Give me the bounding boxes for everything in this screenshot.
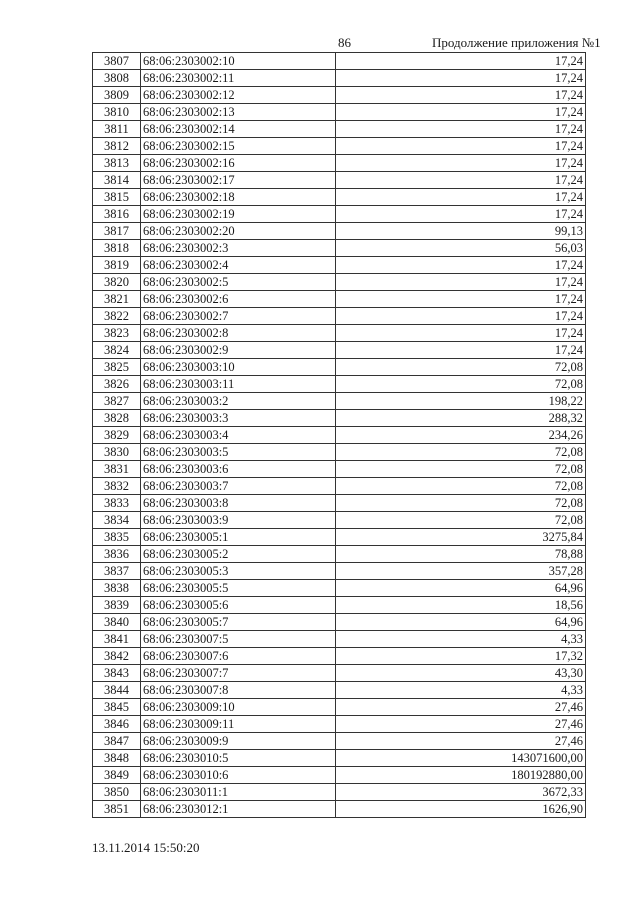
value-cell: 143071600,00 [336, 750, 586, 767]
cadastral-number-cell: 68:06:2303002:7 [141, 308, 336, 325]
table-row [93, 546, 586, 563]
value-cell: 17,24 [336, 155, 586, 172]
table-row [93, 342, 586, 359]
row-number-cell: 3832 [93, 478, 141, 495]
value-cell: 17,24 [336, 189, 586, 206]
value-cell: 72,08 [336, 495, 586, 512]
row-number-cell: 3843 [93, 665, 141, 682]
table-row [93, 274, 586, 291]
table-row [93, 733, 586, 750]
cadastral-number-cell: 68:06:2303005:7 [141, 614, 336, 631]
value-cell: 17,24 [336, 121, 586, 138]
row-number-cell: 3837 [93, 563, 141, 580]
cadastral-number-cell: 68:06:2303002:16 [141, 155, 336, 172]
value-cell: 17,24 [336, 138, 586, 155]
table-row [93, 495, 586, 512]
value-cell: 17,24 [336, 172, 586, 189]
value-cell: 18,56 [336, 597, 586, 614]
value-cell: 72,08 [336, 376, 586, 393]
table-row [93, 716, 586, 733]
value-cell: 72,08 [336, 478, 586, 495]
table-row [93, 648, 586, 665]
cadastral-number-cell: 68:06:2303003:7 [141, 478, 336, 495]
cadastral-number-cell: 68:06:2303002:5 [141, 274, 336, 291]
table-row [93, 121, 586, 138]
cadastral-number-cell: 68:06:2303002:6 [141, 291, 336, 308]
table-row [93, 325, 586, 342]
value-cell: 17,24 [336, 53, 586, 70]
value-cell: 17,24 [336, 70, 586, 87]
row-number-cell: 3850 [93, 784, 141, 801]
row-number-cell: 3826 [93, 376, 141, 393]
row-number-cell: 3839 [93, 597, 141, 614]
cadastral-number-cell: 68:06:2303007:5 [141, 631, 336, 648]
table-row [93, 444, 586, 461]
value-cell: 56,03 [336, 240, 586, 257]
cadastral-number-cell: 68:06:2303009:9 [141, 733, 336, 750]
row-number-cell: 3819 [93, 257, 141, 274]
value-cell: 3275,84 [336, 529, 586, 546]
table-row [93, 206, 586, 223]
cadastral-number-cell: 68:06:2303002:17 [141, 172, 336, 189]
value-cell: 17,32 [336, 648, 586, 665]
cadastral-number-cell: 68:06:2303002:11 [141, 70, 336, 87]
row-number-cell: 3833 [93, 495, 141, 512]
value-cell: 198,22 [336, 393, 586, 410]
row-number-cell: 3848 [93, 750, 141, 767]
cadastral-number-cell: 68:06:2303003:10 [141, 359, 336, 376]
value-cell: 17,24 [336, 87, 586, 104]
cadastral-number-cell: 68:06:2303002:12 [141, 87, 336, 104]
value-cell: 17,24 [336, 291, 586, 308]
value-cell: 1626,90 [336, 801, 586, 818]
cadastral-number-cell: 68:06:2303002:14 [141, 121, 336, 138]
row-number-cell: 3829 [93, 427, 141, 444]
value-cell: 27,46 [336, 699, 586, 716]
row-number-cell: 3816 [93, 206, 141, 223]
value-cell: 72,08 [336, 359, 586, 376]
cadastral-number-cell: 68:06:2303003:3 [141, 410, 336, 427]
row-number-cell: 3825 [93, 359, 141, 376]
table-row [93, 563, 586, 580]
value-cell: 72,08 [336, 512, 586, 529]
table-row [93, 393, 586, 410]
table-row [93, 665, 586, 682]
value-cell: 234,26 [336, 427, 586, 444]
cadastral-number-cell: 68:06:2303007:8 [141, 682, 336, 699]
table-row [93, 138, 586, 155]
cadastral-number-cell: 68:06:2303002:8 [141, 325, 336, 342]
table-row [93, 87, 586, 104]
cadastral-number-cell: 68:06:2303010:6 [141, 767, 336, 784]
cadastral-number-cell: 68:06:2303005:1 [141, 529, 336, 546]
table-row [93, 172, 586, 189]
row-number-cell: 3811 [93, 121, 141, 138]
row-number-cell: 3827 [93, 393, 141, 410]
row-number-cell: 3844 [93, 682, 141, 699]
row-number-cell: 3828 [93, 410, 141, 427]
cadastral-number-cell: 68:06:2303011:1 [141, 784, 336, 801]
cadastral-number-cell: 68:06:2303010:5 [141, 750, 336, 767]
row-number-cell: 3846 [93, 716, 141, 733]
row-number-cell: 3847 [93, 733, 141, 750]
row-number-cell: 3823 [93, 325, 141, 342]
value-cell: 64,96 [336, 614, 586, 631]
table-row [93, 750, 586, 767]
table-row [93, 410, 586, 427]
table-row [93, 767, 586, 784]
cadastral-number-cell: 68:06:2303003:4 [141, 427, 336, 444]
value-cell: 17,24 [336, 308, 586, 325]
table-row [93, 784, 586, 801]
value-cell: 99,13 [336, 223, 586, 240]
cadastral-number-cell: 68:06:2303005:5 [141, 580, 336, 597]
value-cell: 17,24 [336, 257, 586, 274]
row-number-cell: 3817 [93, 223, 141, 240]
cadastral-number-cell: 68:06:2303005:2 [141, 546, 336, 563]
value-cell: 17,24 [336, 274, 586, 291]
table-row [93, 104, 586, 121]
row-number-cell: 3838 [93, 580, 141, 597]
row-number-cell: 3849 [93, 767, 141, 784]
cadastral-number-cell: 68:06:2303002:20 [141, 223, 336, 240]
cadastral-number-cell: 68:06:2303005:6 [141, 597, 336, 614]
table-row [93, 223, 586, 240]
value-cell: 288,32 [336, 410, 586, 427]
cadastral-number-cell: 68:06:2303002:19 [141, 206, 336, 223]
cadastral-number-cell: 68:06:2303007:7 [141, 665, 336, 682]
table-row [93, 614, 586, 631]
cadastral-number-cell: 68:06:2303002:13 [141, 104, 336, 121]
table-row [93, 478, 586, 495]
table-row [93, 597, 586, 614]
row-number-cell: 3822 [93, 308, 141, 325]
table-row [93, 801, 586, 818]
row-number-cell: 3841 [93, 631, 141, 648]
row-number-cell: 3824 [93, 342, 141, 359]
row-number-cell: 3809 [93, 87, 141, 104]
value-cell: 180192880,00 [336, 767, 586, 784]
cadastral-number-cell: 68:06:2303009:11 [141, 716, 336, 733]
value-cell: 72,08 [336, 461, 586, 478]
cadastral-number-cell: 68:06:2303009:10 [141, 699, 336, 716]
row-number-cell: 3840 [93, 614, 141, 631]
footer-timestamp: 13.11.2014 15:50:20 [92, 840, 200, 855]
value-cell: 27,46 [336, 716, 586, 733]
table-row [93, 529, 586, 546]
row-number-cell: 3845 [93, 699, 141, 716]
value-cell: 4,33 [336, 631, 586, 648]
value-cell: 72,08 [336, 444, 586, 461]
value-cell: 3672,33 [336, 784, 586, 801]
table-row [93, 240, 586, 257]
row-number-cell: 3808 [93, 70, 141, 87]
table-row [93, 189, 586, 206]
value-cell: 43,30 [336, 665, 586, 682]
cadastral-number-cell: 68:06:2303002:18 [141, 189, 336, 206]
value-cell: 17,24 [336, 104, 586, 121]
cadastral-table-grid [92, 52, 586, 818]
value-cell: 78,88 [336, 546, 586, 563]
cadastral-number-cell: 68:06:2303003:5 [141, 444, 336, 461]
cadastral-number-cell: 68:06:2303003:11 [141, 376, 336, 393]
cadastral-number-cell: 68:06:2303002:9 [141, 342, 336, 359]
cadastral-number-cell: 68:06:2303003:6 [141, 461, 336, 478]
table-row [93, 308, 586, 325]
table-row [93, 291, 586, 308]
row-number-cell: 3815 [93, 189, 141, 206]
value-cell: 64,96 [336, 580, 586, 597]
table-row [93, 682, 586, 699]
table-row [93, 699, 586, 716]
table-row [93, 376, 586, 393]
row-number-cell: 3814 [93, 172, 141, 189]
cadastral-number-cell: 68:06:2303002:10 [141, 53, 336, 70]
cadastral-number-cell: 68:06:2303003:2 [141, 393, 336, 410]
cadastral-table [92, 52, 586, 818]
cadastral-number-cell: 68:06:2303012:1 [141, 801, 336, 818]
table-row [93, 631, 586, 648]
row-number-cell: 3807 [93, 53, 141, 70]
cadastral-number-cell: 68:06:2303007:6 [141, 648, 336, 665]
cadastral-number-cell: 68:06:2303003:9 [141, 512, 336, 529]
row-number-cell: 3818 [93, 240, 141, 257]
cadastral-number-cell: 68:06:2303002:4 [141, 257, 336, 274]
table-row [93, 359, 586, 376]
row-number-cell: 3830 [93, 444, 141, 461]
row-number-cell: 3831 [93, 461, 141, 478]
table-row [93, 512, 586, 529]
value-cell: 4,33 [336, 682, 586, 699]
table-row [93, 461, 586, 478]
cadastral-number-cell: 68:06:2303002:15 [141, 138, 336, 155]
row-number-cell: 3851 [93, 801, 141, 818]
value-cell: 357,28 [336, 563, 586, 580]
table-row [93, 53, 586, 70]
value-cell: 17,24 [336, 325, 586, 342]
value-cell: 17,24 [336, 342, 586, 359]
page-header-title: Продолжение приложения №1 [432, 35, 601, 50]
table-body [93, 53, 586, 818]
row-number-cell: 3820 [93, 274, 141, 291]
table-row [93, 427, 586, 444]
row-number-cell: 3834 [93, 512, 141, 529]
row-number-cell: 3835 [93, 529, 141, 546]
table-row [93, 155, 586, 172]
table-row [93, 580, 586, 597]
table-row [93, 70, 586, 87]
cadastral-number-cell: 68:06:2303002:3 [141, 240, 336, 257]
table-row [93, 257, 586, 274]
row-number-cell: 3842 [93, 648, 141, 665]
cadastral-number-cell: 68:06:2303005:3 [141, 563, 336, 580]
value-cell: 27,46 [336, 733, 586, 750]
value-cell: 17,24 [336, 206, 586, 223]
row-number-cell: 3810 [93, 104, 141, 121]
row-number-cell: 3812 [93, 138, 141, 155]
row-number-cell: 3821 [93, 291, 141, 308]
page-number: 86 [338, 35, 351, 50]
row-number-cell: 3813 [93, 155, 141, 172]
row-number-cell: 3836 [93, 546, 141, 563]
cadastral-number-cell: 68:06:2303003:8 [141, 495, 336, 512]
